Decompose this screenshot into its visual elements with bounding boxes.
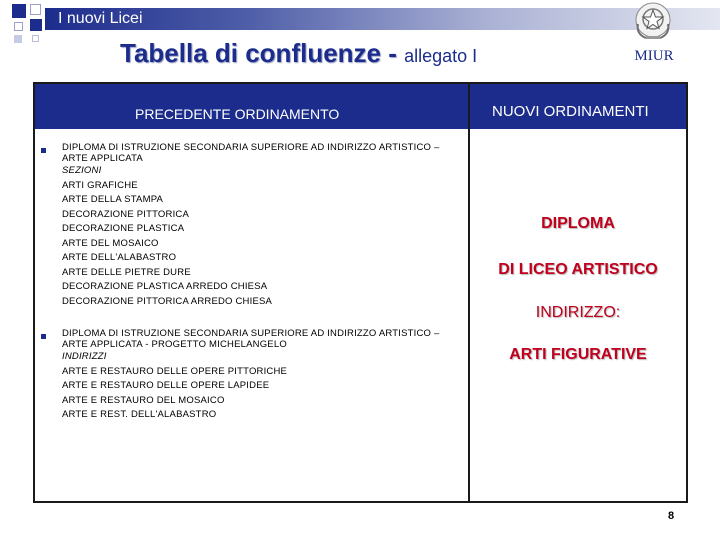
- section-item: ARTE DELL'ALABASTRO: [62, 252, 177, 263]
- title-sub: allegato I: [404, 46, 478, 66]
- diploma-heading: DIPLOMA DI ISTRUZIONE SECONDARIA SUPERIORE AD INDIRIZZO ARTISTICO – ARTE APPLICATA - PROGETTO MICHELANGELO: [62, 328, 440, 350]
- arti-figurative-label: ARTI FIGURATIVE: [509, 346, 647, 363]
- new-diploma-label: DIPLOMA: [541, 215, 615, 232]
- list-item: [62, 328, 462, 423]
- decorative-square: [30, 4, 41, 15]
- column-divider: [468, 84, 470, 501]
- decorative-square: [14, 22, 23, 31]
- sections-label: SEZIONI: [62, 165, 102, 176]
- indirizzo-label: INDIRIZZO:: [535, 304, 621, 321]
- section-item: ARTE DEL MOSAICO: [62, 237, 159, 249]
- address-item: ARTE E RESTAURO DELLE OPERE PITTORICHE: [62, 365, 288, 377]
- page-number: 8: [668, 510, 675, 522]
- confluence-table: [33, 82, 688, 503]
- liceo-artistico-label: DI LICEO ARTISTICO: [498, 261, 658, 278]
- section-item: ARTE DELLA STAMPA: [62, 194, 164, 205]
- decorative-square: [32, 35, 39, 42]
- table-header-right: [470, 84, 686, 129]
- section-item: DECORAZIONE PITTORICA: [62, 208, 190, 220]
- square-bullet-icon: [41, 148, 46, 153]
- italian-republic-emblem-icon: [630, 0, 676, 42]
- addresses-label: INDIRIZZI: [62, 351, 107, 362]
- miur-label: MIUR: [634, 48, 674, 64]
- section-item: DECORAZIONE PLASTICA ARREDO CHIESA: [62, 281, 268, 292]
- new-orderings-header: NUOVI ORDINAMENTI: [492, 103, 649, 120]
- section-item: DECORAZIONE PITTORICA ARREDO CHIESA: [62, 295, 273, 307]
- section-title: I nuovi Licei: [58, 10, 143, 27]
- list-item: [62, 142, 462, 309]
- header-bar: [45, 8, 720, 30]
- previous-ordering-header: PRECEDENTE ORDINAMENTO: [135, 106, 340, 122]
- diploma-heading: DIPLOMA DI ISTRUZIONE SECONDARIA SUPERIORE AD INDIRIZZO ARTISTICO – ARTE APPLICATA: [62, 142, 440, 164]
- decorative-square: [12, 4, 26, 18]
- section-item: DECORAZIONE PLASTICA: [62, 223, 185, 234]
- decorative-square: [30, 19, 42, 31]
- decorative-square: [14, 35, 22, 43]
- page-title: [120, 38, 477, 69]
- title-main: Tabella di confluenze -: [120, 38, 405, 68]
- address-item: ARTE E RESTAURO DEL MOSAICO: [62, 394, 225, 406]
- section-item: ARTI GRAFICHE: [62, 179, 138, 191]
- section-item: ARTE DELLE PIETRE DURE: [62, 266, 191, 278]
- table-header-left: [35, 84, 468, 129]
- address-item: ARTE E REST. DELL'ALABASTRO: [62, 409, 217, 420]
- address-item: ARTE E RESTAURO DELLE OPERE LAPIDEE: [62, 380, 270, 391]
- square-bullet-icon: [41, 334, 46, 339]
